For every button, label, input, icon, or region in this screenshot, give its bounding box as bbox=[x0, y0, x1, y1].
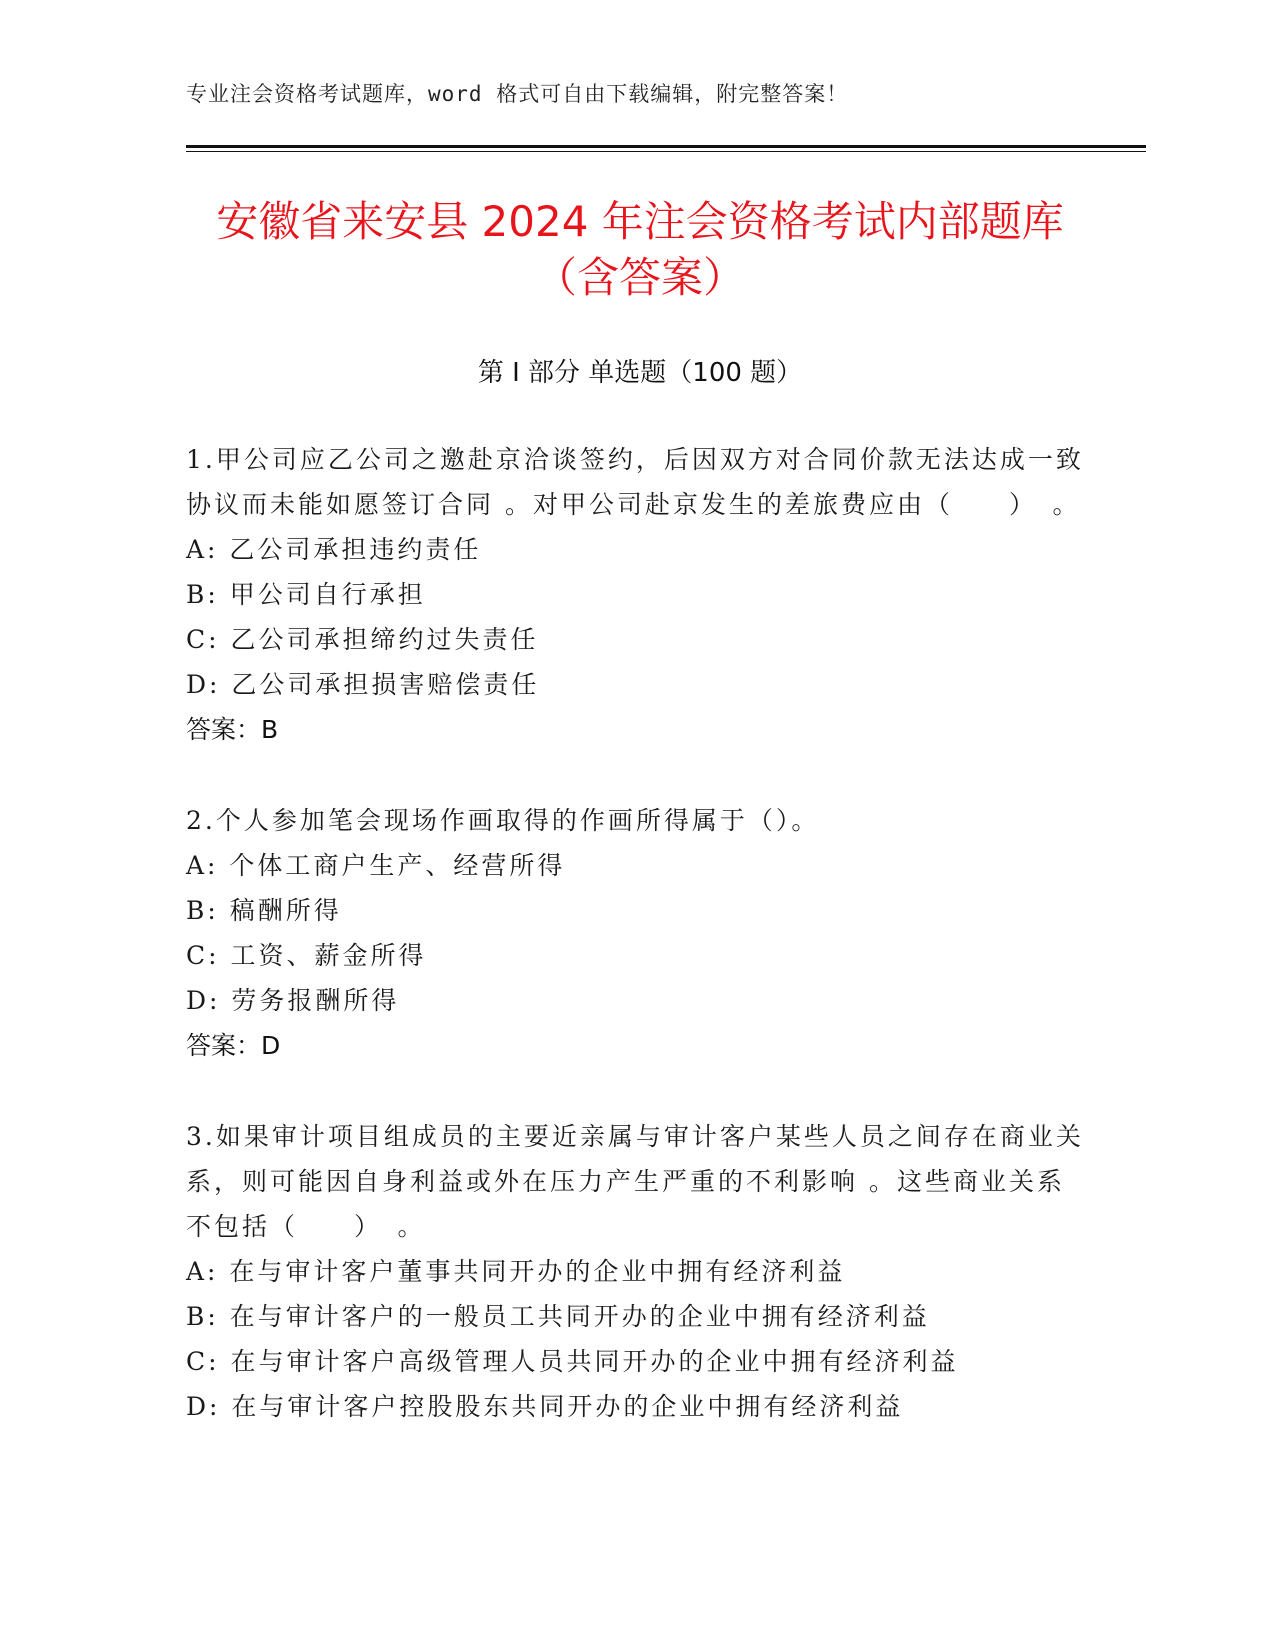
question-1 bbox=[186, 437, 1086, 752]
question-3 bbox=[186, 1114, 1086, 1429]
option-a: A: 乙公司承担违约责任 bbox=[186, 535, 482, 564]
document-title bbox=[140, 194, 1140, 306]
section-heading: 第 I 部分 单选题（100 题） bbox=[477, 358, 803, 388]
option-a: A: 个体工商户生产、经营所得 bbox=[186, 851, 566, 880]
option-a: A: 在与审计客户董事共同开办的企业中拥有经济利益 bbox=[186, 1257, 846, 1286]
question-2 bbox=[186, 798, 1086, 1068]
option-b: B: 在与审计客户的一般员工共同开办的企业中拥有经济利益 bbox=[186, 1302, 930, 1331]
question-stem: 1.甲公司应乙公司之邀赴京洽谈签约，后因双方对合同价款无法达成一致协议而未能如愿签订合同 。对甲公司赴京发生的差旅费应由（ ） 。 bbox=[186, 445, 1084, 519]
option-d: D: 劳务报酬所得 bbox=[186, 986, 400, 1015]
question-stem: 2.个人参加笔会现场作画取得的作画所得属于（）。 bbox=[186, 806, 820, 835]
option-c: C: 在与审计客户高级管理人员共同开办的企业中拥有经济利益 bbox=[186, 1347, 959, 1376]
header-divider-thin bbox=[186, 151, 1146, 152]
option-d: D: 乙公司承担损害赔偿责任 bbox=[186, 670, 540, 699]
option-c: C: 工资、薪金所得 bbox=[186, 941, 427, 970]
option-b: B: 稿酬所得 bbox=[186, 896, 342, 925]
header-divider bbox=[186, 145, 1146, 148]
answer: 答案：D bbox=[186, 1031, 281, 1060]
question-stem: 3.如果审计项目组成员的主要近亲属与审计客户某些人员之间存在商业关系，则可能因自身利益或外在压力产生严重的不利影响 。这些商业关系不包括（ ） 。 bbox=[186, 1122, 1084, 1241]
page-header-note: 专业注会资格考试题库，word 格式可自由下载编辑，附完整答案！ bbox=[186, 82, 849, 106]
title-line-2: （含答案） bbox=[534, 253, 745, 302]
title-line-1: 安徽省来安县 2024 年注会资格考试内部题库 bbox=[216, 197, 1064, 246]
option-c: C: 乙公司承担缔约过失责任 bbox=[186, 625, 539, 654]
answer: 答案：B bbox=[186, 715, 279, 744]
option-b: B: 甲公司自行承担 bbox=[186, 580, 426, 609]
question-list bbox=[186, 437, 1086, 1475]
option-d: D: 在与审计客户控股股东共同开办的企业中拥有经济利益 bbox=[186, 1392, 904, 1421]
